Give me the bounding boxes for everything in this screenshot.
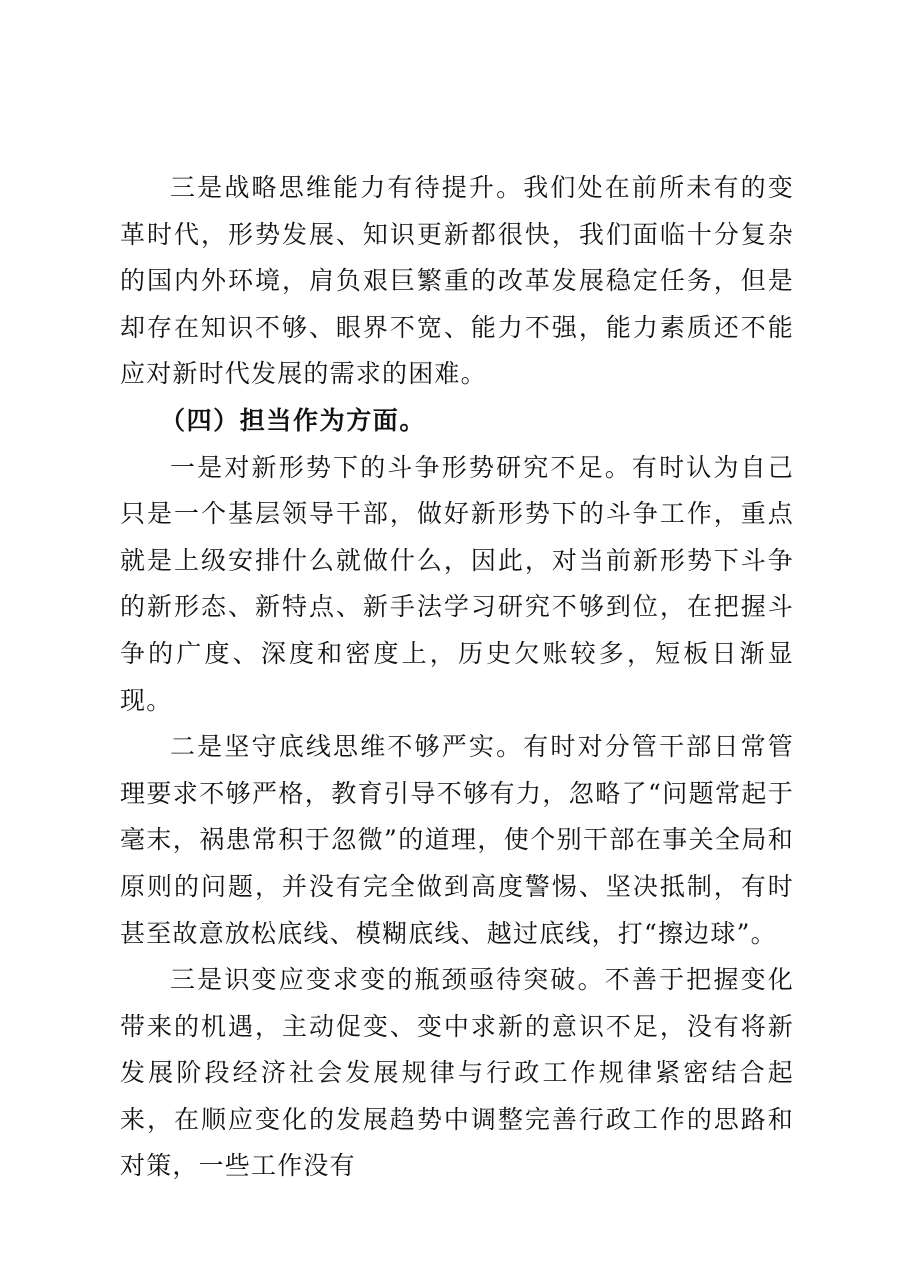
paragraph-adapt-to-change: 三是识变应变求变的瓶颈亟待突破。不善于把握变化带来的机遇，主动促变、变中求新的意识不足，没有将新发展阶段经济社会发展规律与行政工作规律紧密结合起来，在顺应变化的发展趋势中调整完善行政工作的思路和对策，一些工作没有	[120, 965, 794, 1181]
section-heading-responsibility: （四）担当作为方面。	[160, 405, 427, 435]
document-body	[120, 165, 794, 1190]
paragraph-bottom-line-thinking: 二是坚守底线思维不够严实。有时对分管干部日常管理要求不够严格，教育引导不够有力，忽略了“问题常起于毫末，祸患常积于忽微”的道理，使个别干部在事关全局和原则的问题，并没有完全做到高度警惕、坚决抵制，有时甚至故意放松底线、模糊底线、越过底线，打“擦边球”。	[120, 732, 794, 948]
paragraph-strategic-thinking: 三是战略思维能力有待提升。我们处在前所未有的变革时代，形势发展、知识更新都很快，我们面临十分复杂的国内外环境，肩负艰巨繁重的改革发展稳定任务，但是却存在知识不够、眼界不宽、能力不强，能力素质还不能应对新时代发展的需求的困难。	[120, 173, 794, 389]
paragraph-struggle-research: 一是对新形势下的斗争形势研究不足。有时认为自己只是一个基层领导干部，做好新形势下的斗争工作，重点就是上级安排什么就做什么，因此，对当前新形势下斗争的新形态、新特点、新手法学习研究不够到位，在把握斗争的广度、深度和密度上，历史欠账较多，短板日渐显现。	[120, 452, 794, 715]
